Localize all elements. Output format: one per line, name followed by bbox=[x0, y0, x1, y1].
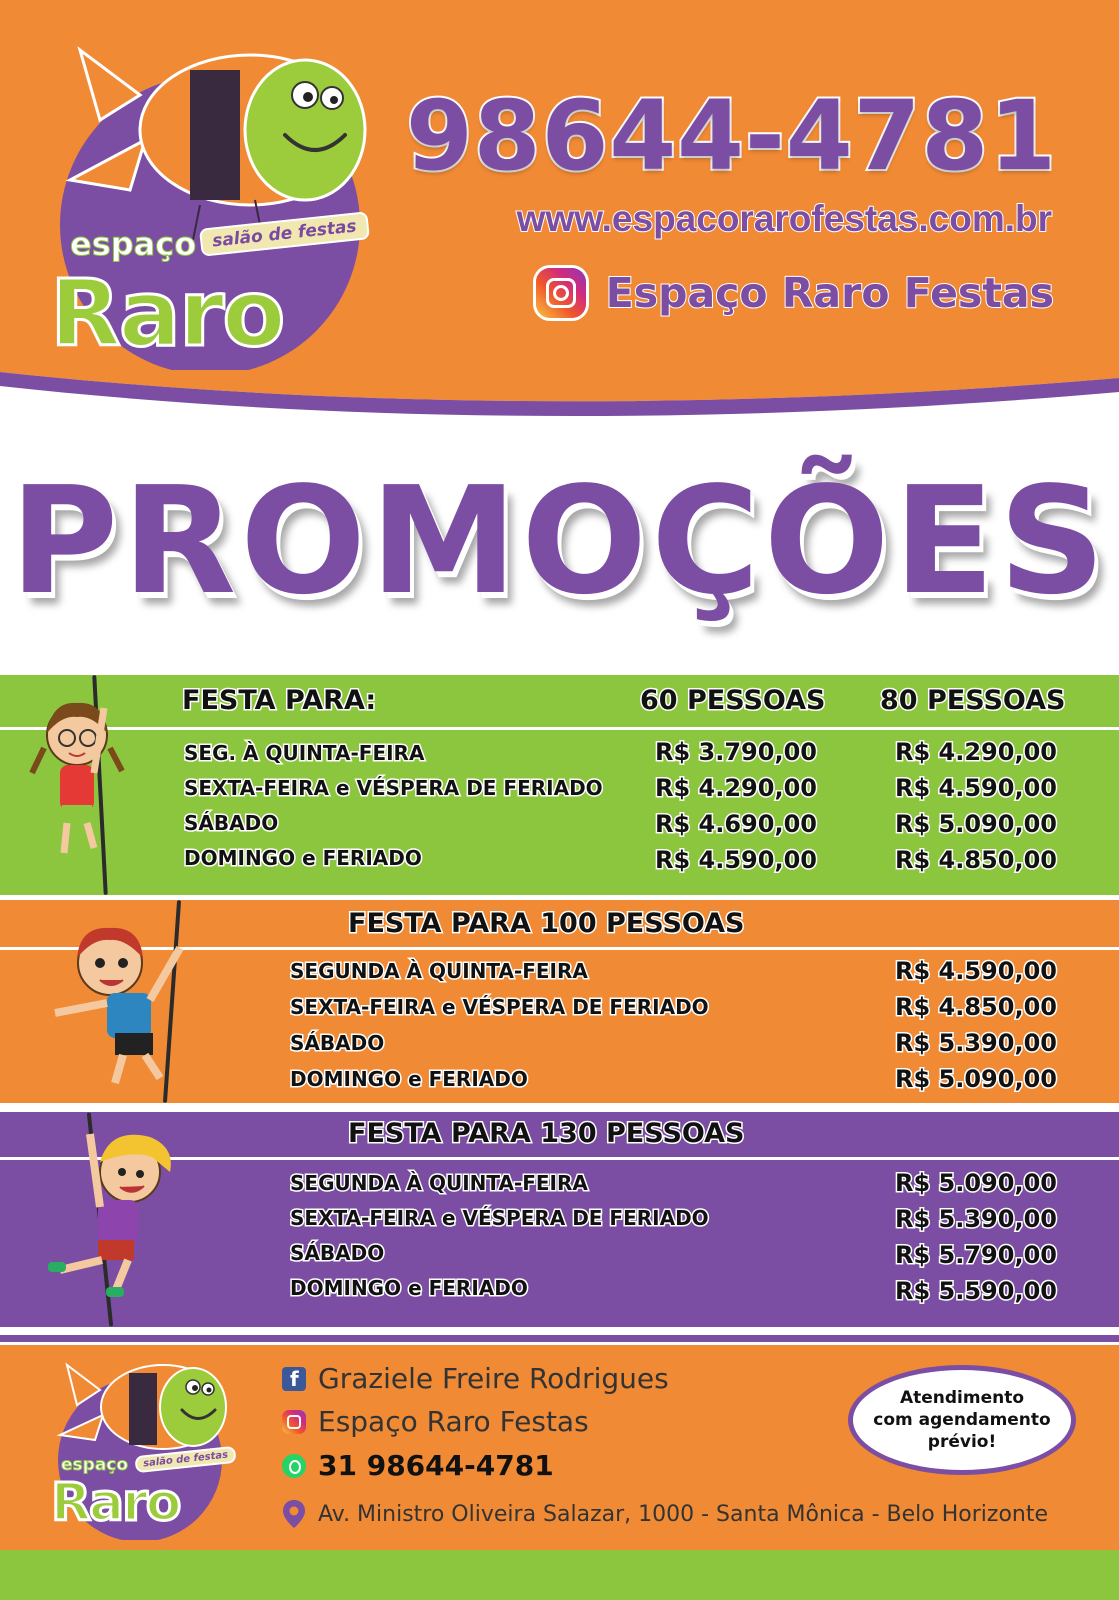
table1-price-80: R$ 5.090,00 bbox=[895, 810, 1057, 838]
table1-row-label: SEG. À QUINTA-FEIRA bbox=[184, 741, 425, 765]
table1-col-60: 60 PESSOAS bbox=[640, 685, 826, 716]
footer-logo bbox=[45, 1355, 230, 1540]
appointment-text: Atendimento com agendamento prévio! bbox=[873, 1388, 1051, 1452]
address-text: Av. Ministro Oliveira Salazar, 1000 - Santa Mônica - Belo Horizonte bbox=[318, 1501, 1049, 1527]
price-table-130 bbox=[0, 1112, 1119, 1327]
instagram-label: Espaço Raro Festas bbox=[605, 269, 1054, 317]
table3-price: R$ 5.590,00 bbox=[895, 1277, 1057, 1305]
table2-price: R$ 4.590,00 bbox=[895, 957, 1057, 985]
instagram-icon bbox=[536, 268, 586, 318]
instagram-icon bbox=[282, 1410, 306, 1434]
table1-price-80: R$ 4.590,00 bbox=[895, 774, 1057, 802]
footer-stripe bbox=[0, 1335, 1119, 1342]
kid-boy-climbing-illustration bbox=[45, 918, 195, 1088]
whatsapp-contact[interactable] bbox=[282, 1449, 554, 1482]
facebook-name: Graziele Freire Rodrigues bbox=[318, 1362, 669, 1395]
table3-price: R$ 5.090,00 bbox=[895, 1169, 1057, 1197]
table1-price-60: R$ 4.590,00 bbox=[655, 846, 817, 874]
table3-row-label: SÁBADO bbox=[290, 1241, 385, 1265]
table1-heading: FESTA PARA: bbox=[182, 685, 377, 716]
table1-row-label: SEXTA-FEIRA e VÉSPERA DE FERIADO bbox=[184, 776, 603, 800]
page-title: PROMOÇÕES bbox=[9, 455, 1110, 627]
table3-row-label: SEGUNDA À QUINTA-FEIRA bbox=[290, 1171, 588, 1195]
logo-word-espaco: espaço bbox=[70, 225, 197, 263]
instagram-name: Espaço Raro Festas bbox=[318, 1405, 589, 1438]
table1-row-label: DOMINGO e FERIADO bbox=[184, 846, 422, 870]
logo-word-raro: Raro bbox=[50, 260, 284, 367]
whatsapp-number: 31 98644-4781 bbox=[318, 1449, 554, 1482]
facebook-contact[interactable] bbox=[282, 1362, 669, 1395]
table2-row-label: SÁBADO bbox=[290, 1031, 385, 1055]
table3-row-label: SEXTA-FEIRA e VÉSPERA DE FERIADO bbox=[290, 1206, 709, 1230]
table3-row-label: DOMINGO e FERIADO bbox=[290, 1276, 528, 1300]
table2-row-label: SEGUNDA À QUINTA-FEIRA bbox=[290, 959, 588, 983]
instagram-contact[interactable] bbox=[282, 1405, 589, 1438]
kid-boy-cap-climbing-illustration bbox=[40, 1122, 190, 1307]
table1-price-60: R$ 4.690,00 bbox=[655, 810, 817, 838]
divider bbox=[0, 727, 1119, 730]
logo-tagline: salão de festas bbox=[134, 1446, 236, 1473]
header-phone[interactable]: 98644-4781 bbox=[405, 80, 1057, 192]
table2-heading: FESTA PARA 100 PESSOAS bbox=[348, 908, 745, 939]
header bbox=[0, 0, 1119, 430]
price-table-100 bbox=[0, 900, 1119, 1103]
whatsapp-icon bbox=[282, 1454, 306, 1478]
location-pin-icon bbox=[282, 1499, 306, 1529]
address[interactable] bbox=[282, 1499, 1048, 1529]
logo-tagline: salão de festas bbox=[199, 211, 370, 256]
table2-row-label: SEXTA-FEIRA e VÉSPERA DE FERIADO bbox=[290, 995, 709, 1019]
logo-word-raro: Raro bbox=[51, 1473, 180, 1533]
table1-price-60: R$ 4.290,00 bbox=[655, 774, 817, 802]
table1-price-80: R$ 4.850,00 bbox=[895, 846, 1057, 874]
table1-price-60: R$ 3.790,00 bbox=[655, 738, 817, 766]
table1-price-80: R$ 4.290,00 bbox=[895, 738, 1057, 766]
table2-price: R$ 5.090,00 bbox=[895, 1065, 1057, 1093]
kid-girl-climbing-illustration bbox=[22, 693, 132, 863]
table3-price: R$ 5.790,00 bbox=[895, 1241, 1057, 1269]
table2-row-label: DOMINGO e FERIADO bbox=[290, 1067, 528, 1091]
table3-heading: FESTA PARA 130 PESSOAS bbox=[348, 1118, 745, 1149]
logo-word-espaco: espaço bbox=[61, 1455, 129, 1475]
website-link[interactable]: www.espacorarofestas.com.br bbox=[516, 198, 1052, 239]
appointment-bubble bbox=[848, 1365, 1076, 1475]
table2-price: R$ 4.850,00 bbox=[895, 993, 1057, 1021]
logo bbox=[40, 40, 370, 370]
instagram-handle[interactable] bbox=[536, 268, 1054, 318]
table1-row-label: SÁBADO bbox=[184, 811, 279, 835]
table1-col-80: 80 PESSOAS bbox=[880, 685, 1066, 716]
footer-bottom-band bbox=[0, 1550, 1119, 1600]
table3-price: R$ 5.390,00 bbox=[895, 1205, 1057, 1233]
price-table-60-80 bbox=[0, 675, 1119, 895]
facebook-icon bbox=[282, 1367, 306, 1391]
table2-price: R$ 5.390,00 bbox=[895, 1029, 1057, 1057]
